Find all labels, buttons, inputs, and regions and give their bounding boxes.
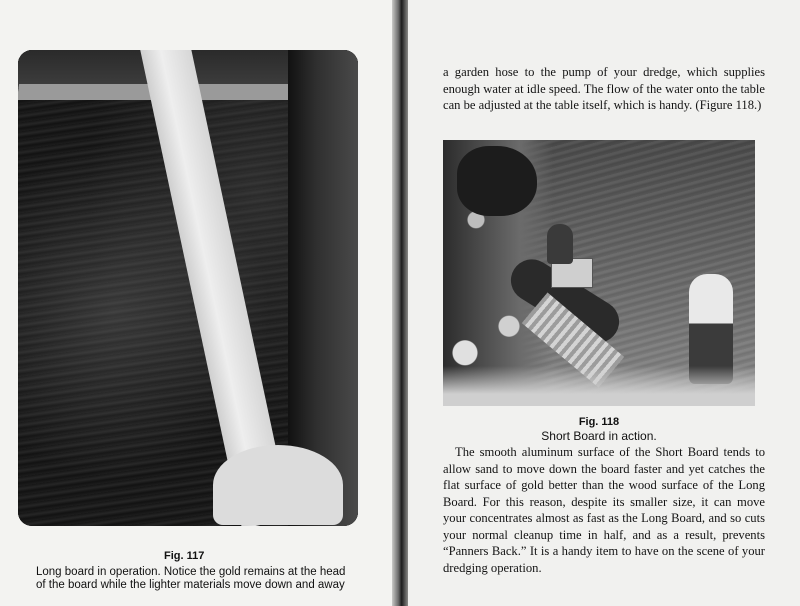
paragraph-bottom: The smooth aluminum surface of the Short Board tends to allow sand to move down the board faster and yet catches the flat surface of gold better than the wood surface of the Long Board. For this reason, despite its smaller size, it can move your concentrates almost as fast as the Long Board, and so cuts your normal cleanup time in half, and as a result, prevents “Panners Back.” It is a handy item to have on the scene of your dredging operation. — [443, 445, 765, 575]
figure-118-label: Fig. 118 — [578, 416, 620, 428]
book-gutter — [392, 0, 408, 606]
left-page — [0, 0, 392, 606]
right-page — [408, 0, 800, 606]
figure-118-caption: Short Board in action. — [541, 429, 657, 443]
figure-117-caption: Long board in operation. Notice the gold remains at the head of the board while the lighter materials move down and away — [36, 566, 346, 591]
figure-118-photo — [443, 140, 755, 406]
figure-117-photo — [18, 50, 358, 526]
figure-117-label: Fig. 117 — [164, 550, 205, 562]
paragraph-top: a garden hose to the pump of your dredge, which supplies enough water at idle speed. The flow of the water onto the table can be adjusted at the table itself, which is handy. (Figure 118.) — [443, 65, 765, 112]
